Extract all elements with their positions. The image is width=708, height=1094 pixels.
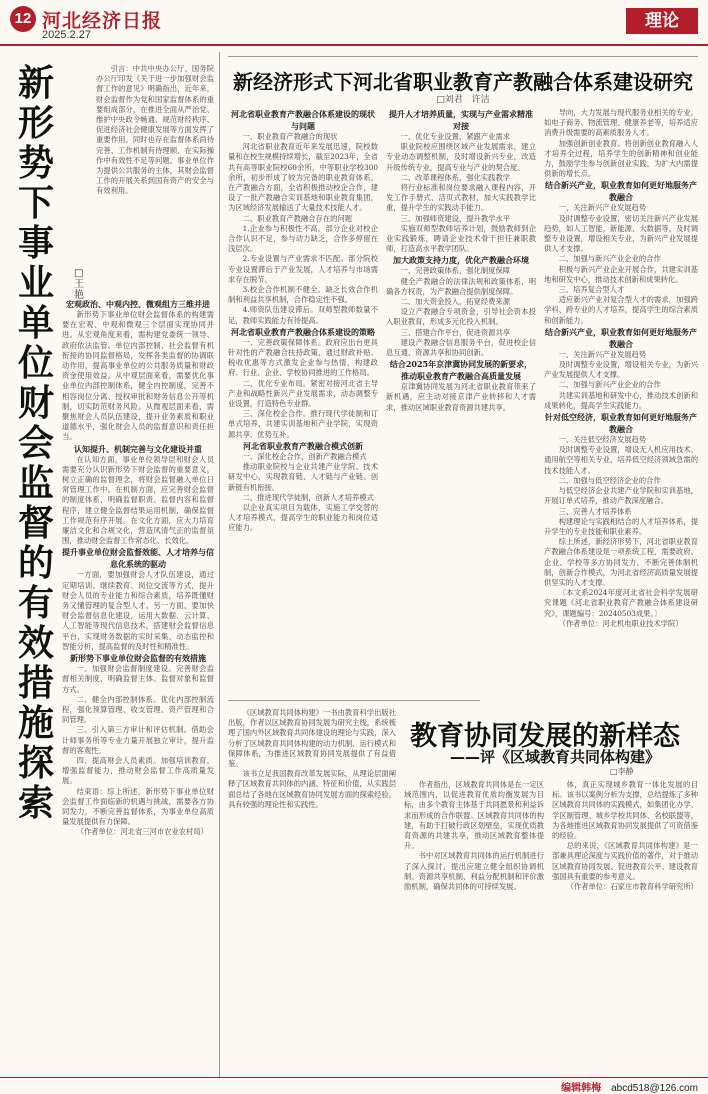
paragraph: 二、推进现代学徒制，创新人才培养模式 bbox=[242, 492, 374, 502]
bottom-article-title: 教育协同发展的新样态 bbox=[410, 721, 680, 752]
footer-credit bbox=[561, 1079, 698, 1094]
right-article-col-b bbox=[386, 108, 536, 696]
paragraph: 及时调整专业设置，增设相关专业，为新兴产业发展提供人才支撑。 bbox=[544, 360, 698, 380]
paragraph: 构建理论与实践相结合的人才培养体系，提升学生的专业技能和职业素养。 bbox=[544, 516, 698, 536]
paragraph: 4.师资队伍建设滞后。双师型教师数量不足，教师实践能力有待提高。 bbox=[228, 305, 378, 325]
right-article-col-a bbox=[228, 108, 378, 696]
rule-line bbox=[228, 700, 480, 701]
paragraph: 共建实训基地和研发中心，推动技术创新和成果转化，提高学生实践能力。 bbox=[544, 390, 698, 410]
column-divider bbox=[219, 52, 220, 1077]
right-subheading: 河北省职业教育产教融合体系建设的策略 bbox=[231, 326, 375, 337]
right-subheading: 河北省职业教育产教融合模式创新 bbox=[243, 440, 363, 451]
paragraph: 设立产教融合专项资金，引导社会资本投入职业教育，形成多元化投入机制。 bbox=[386, 307, 536, 327]
paragraph: 三、加强师资建设，提升教学水平 bbox=[400, 213, 511, 223]
paragraph: 一、关注新兴产业发展趋势 bbox=[558, 203, 647, 213]
paragraph: 总的来说，《区域教育共同体构建》是一部兼具理论深度与实践价值的著作，对于推动区域教育协同发展、促进教育公平、建设教育强国具有重要的参考意义。 bbox=[552, 841, 698, 881]
page-number: 12 bbox=[10, 6, 36, 32]
paragraph: 适应新兴产业对复合型人才的需求，加强跨学科、跨专业的人才培养，提高学生的综合素质和创新能力。 bbox=[544, 295, 698, 325]
right-subheading: 结合2025年京津冀协同发展的新要求，推动职业教育产教融合高质量发展 bbox=[389, 359, 533, 382]
paragraph: 推动职业院校与企业共建产业学院、技术研发中心，实现教育链、人才链与产业链、创新链有机衔接。 bbox=[228, 462, 378, 492]
paragraph: 一、加强财会监督制度建设。完善财会监督相关制度，明确监督主体、监督对象和监督方式。 bbox=[62, 664, 214, 694]
paragraph: 二、优化专业布局。紧密对接河北省主导产业和战略性新兴产业发展需求，动态调整专业设置，打造特色专业群。 bbox=[228, 378, 378, 409]
paragraph: 二、职业教育产教融合存在的问题 bbox=[242, 213, 353, 223]
paragraph: 二、改革课程体系，强化实践教学 bbox=[400, 172, 511, 182]
paragraph: 二、加强与新兴产业企业的合作 bbox=[558, 254, 661, 264]
paragraph: 及时调整专业设置，密切关注新兴产业发展趋势，如人工智能、新能源、大数据等，及时调整专业设置，增设相关专业，为新兴产业发展提供人才支撑。 bbox=[544, 213, 698, 254]
footer-editor: 编辑韩梅 bbox=[561, 1083, 602, 1094]
right-subheading: 结合新兴产业，职业教育如何更好地服务产教融合 bbox=[545, 180, 697, 203]
rule-line bbox=[228, 56, 698, 57]
paragraph: 与低空经济企业共建产业学院和实训基地，开展订单式培养，推动产教深度融合。 bbox=[544, 486, 698, 506]
paragraph: 加强创新创业教育。将创新创业教育融入人才培养全过程，培养学生的创新精神和创业能力，鼓励学生参与创新创业实践，为扩大内需提供新的增长点。 bbox=[544, 138, 698, 179]
right-subheading: 加大政策支持力度，优化产教融合环境 bbox=[393, 255, 529, 266]
bottom-article-author: □李静 bbox=[610, 767, 634, 776]
right-subheading: 针对低空经济，职业教育如何更好地服务产教融合 bbox=[545, 412, 697, 435]
paragraph: 一、完善政策保障体系。政府应出台更具针对性的产教融合扶持政策，通过财政补贴、税收优惠等方式激发企业参与热情，构建政府、行业、企业、学校协同推进的工作格局。 bbox=[228, 337, 378, 378]
paragraph: 二、健全内部控制体系。优化内部控制流程，强化预算管理、收支管理、资产管理和合同管理。 bbox=[62, 694, 214, 725]
masthead: 河北经济日报 bbox=[42, 10, 163, 32]
left-article-author: □王艳 bbox=[74, 268, 84, 301]
left-subheading-2: 认知提升、机制完善与文化建设并重 bbox=[74, 443, 202, 454]
bottom-article-col-1 bbox=[228, 708, 396, 1072]
paragraph: 三、搭建合作平台，促进资源共享 bbox=[400, 327, 511, 337]
paragraph: 一、关注新兴产业发展趋势 bbox=[558, 349, 647, 359]
paragraph: 体，真正实现城乡教育一体化发展的目标。该书以案例分析为支撑，总结提炼了多种区域教育共同体的实践模式，如集团化办学、学区制管理、城乡学校共同体、名校联盟等，为各地推进区域教育协同发展提供了可资借鉴的经验。 bbox=[552, 780, 698, 841]
paragraph: 建设产教融合信息服务平台，促进校企信息互通、资源共享和协同创新。 bbox=[386, 337, 536, 358]
bottom-article-col-3 bbox=[552, 780, 698, 1072]
paragraph: 新形势下事业单位财会监督体系的构建需要在宏观、中观和微观三个层面实现协同并进。从宏观角度来看，需构建党委统一领导、政府依法监管、单位内部控制、社会监督有机衔接的协同监督格局，发挥各类监督的协调联动作用，提高事业单位的公共服务质量和财政资金使用效益。从中观层面来看，需要优化事业单位内部控制体系，健全内控制度，完善不相容岗位分离、授权审批和财务信息公开等机制，切实防范财务风险。从微观层面来看，需聚焦财会人员队伍建设，提升业务素质和职业道德水平，强化财会人员的监督意识和责任担当。 bbox=[62, 310, 214, 442]
paragraph: 3.校企合作机制不健全。缺乏长效合作机制和利益共享机制，合作稳定性不强。 bbox=[228, 285, 378, 305]
paragraph: 一、职业教育产教融合的现状 bbox=[242, 132, 338, 141]
paragraph: 该书立足我国教育改革发展实际，从理论层面阐释了区域教育共同体的内涵、特征和价值，从实践层面总结了各地在区域教育协同发展方面的探索经验，具有较强的理论性和实践性。 bbox=[228, 769, 396, 809]
paragraph: 作者指出，区域教育共同体是在一定区域范围内，以促进教育优质均衡发展为目标，由多个教育主体基于共同愿景和利益诉求而形成的合作联盟。区域教育共同体的构建，有助于打破行政区划壁垒，实现优质教育资源的共建共享，推动区域教育整体提升。 bbox=[404, 780, 544, 851]
footer-email: abcd518@126.com bbox=[611, 1083, 698, 1094]
paragraph: 2.专业设置与产业需求不匹配。部分院校专业设置滞后于产业发展，人才培养与市场需求存在脱节。 bbox=[228, 254, 378, 284]
paragraph: 二、加强与低空经济企业的合作 bbox=[558, 475, 661, 485]
author-unit: （作者单位：石家庄市教育科学研究所） bbox=[566, 882, 698, 892]
paragraph: 综上所述，新经济形势下，河北省职业教育产教融合体系建设是一项系统工程，需要政府、企业、学校等多方协同发力，不断完善体制机制，创新合作模式，为河北省经济高质量发展提供坚实的人才支撑。 bbox=[544, 537, 698, 587]
paragraph: 书中对区域教育共同体的运行机制进行了深入探讨，提出应建立健全组织协调机制、资源共享机制、利益分配机制和评价激励机制，确保共同体的可持续发展。 bbox=[404, 851, 544, 892]
right-article-author: □刘君 许洁 bbox=[436, 95, 490, 105]
left-article-body bbox=[62, 298, 214, 1068]
paragraph: 四、提高财会人员素质。加强培训教育，增强监督能力，推动财会监督工作高质量发展。 bbox=[62, 755, 214, 786]
paragraph: 二、加强与新兴产业企业的合作 bbox=[558, 380, 661, 390]
paragraph: 京津冀协同发展为河北省职业教育带来了新机遇，应主动对接京津产业转移和人才需求，推动区域职业教育资源共建共享。 bbox=[386, 382, 536, 412]
paragraph: 三、深化校企合作。推行现代学徒制和订单式培养，共建实训基地和产业学院，实现资源共享、优势互补。 bbox=[228, 409, 378, 439]
paragraph: 职业院校应围绕区域产业发展需求，建立专业动态调整机制，及时增设新兴专业，改造升级传统专业，提高专业与产业的契合度。 bbox=[386, 142, 536, 172]
paragraph: 将行业标准和岗位要求融入课程内容，开发工作手册式、活页式教材，加大实践教学比重，提升学生的实践动手能力。 bbox=[386, 183, 536, 213]
paragraph: 《区域教育共同体构建》一书由教育科学出版社出版，作者以区域教育协同发展为研究主线，系统梳理了国内外区域教育共同体建设的理论与实践，深入分析了区域教育共同体构建的动力机制、运行模式和保障体系，为推进区域教育协同发展提供了有益借鉴。 bbox=[228, 708, 396, 769]
paragraph: 河北省职业教育近年来发展迅速，院校数量和在校生规模持续增长，截至2023年，全省共有高等职业院校60余所，中等职业学校300余所，初步形成了较为完备的职业教育体系。在产教融合方面，全省积极推动校企合作，建设了一批产教融合实训基地和职业教育集团，为区域经济发展输送了大量技术技能人才。 bbox=[228, 142, 378, 213]
paragraph: 一、完善政策体系，强化制度保障 bbox=[400, 266, 511, 276]
right-article-title: 新经济形式下河北省职业教育产教融合体系建设研究 bbox=[233, 70, 693, 94]
left-subheading-1: 宏观政治、中观内控、微观组方三维并进 bbox=[66, 299, 210, 309]
paragraph: 导向，大力发展与现代服务业相关的专业，如电子商务、物流管理、健康养老等，培养适应消费升级需要的高素质服务人才。 bbox=[544, 108, 698, 138]
left-subheading-3: 提升事业单位财会监督效能、人才培养与信息化系统的驱动 bbox=[62, 547, 214, 570]
paragraph: 一、优化专业设置，紧跟产业需求 bbox=[400, 132, 511, 141]
right-subheading: 河北省职业教育产教融合体系建设的现状与问题 bbox=[231, 109, 375, 131]
paragraph: 健全产教融合的法律法规和政策体系，明确各方权责，为产教融合提供制度保障。 bbox=[386, 276, 536, 296]
paragraph: 一、深化校企合作，创新产教融合模式 bbox=[242, 451, 367, 461]
section-label: 理论 bbox=[626, 8, 698, 34]
right-article-col-c bbox=[544, 108, 698, 696]
right-subheading: 结合新兴产业，职业教育如何更好地服务产教融合 bbox=[545, 326, 697, 349]
paragraph: 三、培养复合型人才 bbox=[558, 285, 625, 295]
left-subheading-4: 新形势下事业单位财会监督的有效措施 bbox=[70, 653, 206, 664]
paragraph: 二、加大资金投入，拓宽经费来源 bbox=[400, 297, 511, 307]
author-unit: （作者单位：河北机电职业技术学院） bbox=[558, 618, 683, 628]
paragraph: 实施双师型教师培养计划，鼓励教师到企业实践锻炼，聘请企业技术骨干担任兼职教师，打造高水平教学团队。 bbox=[386, 223, 536, 254]
right-subheading: 提升人才培养质量，实现与产业需求精准对接 bbox=[389, 109, 533, 131]
paragraph: 及时调整专业设置，增设无人机应用技术、通用航空等相关专业，培养低空经济领域急需的技术技能人才。 bbox=[544, 445, 698, 475]
paragraph: 1.企业参与积极性不高。部分企业对校企合作认识不足，参与动力缺乏，合作多停留在浅层次。 bbox=[228, 223, 378, 254]
paragraph: 一方面，要加强财会人才队伍建设，通过定期培训、继续教育、岗位交流等方式，提升财会人员的专业能力和综合素质，培养既懂财务又懂管理的复合型人才。另一方面，要加快财会监督信息化建设，运用大数据、云计算、人工智能等现代信息技术，搭建财会监督信息平台，实现财务数据的实时采集、动态监控和智能分析，提高监督的及时性和精准性。 bbox=[62, 570, 214, 651]
paragraph: 以企业真实项目为载体，实施工学交替的人才培养模式，提高学生的职业能力和岗位适应能力。 bbox=[228, 502, 378, 533]
author-unit: （作者单位：河北省三河市农业农村局） bbox=[76, 827, 208, 837]
paragraph: 三、引入第三方审计和评估机制。借助会计师事务所等专业力量开展独立审计，提升监督的客观性。 bbox=[62, 725, 214, 755]
paragraph: 一、关注低空经济发展趋势 bbox=[558, 435, 647, 445]
bottom-article-subtitle: ——评《区域教育共同体构建》 bbox=[449, 748, 660, 766]
paragraph: 三、完善人才培养体系 bbox=[558, 506, 632, 516]
fund-note: 〔本文系2024年度河北省社会科学发展研究课题《河北省职业教育产教融合体系建设研究》，课题编号：20240503成果。〕 bbox=[544, 588, 698, 618]
paragraph: 在认知方面，事业单位领导层和财会人员需要充分认识新形势下财会监督的重要意义，树立正确的监督理念，将财会监督融入单位日常管理工作中。在机制方面，应完善财会监督的制度体系，明确监督职责、监督内容和监督程序，建立健全监督结果运用机制，确保监督工作规范有序开展。在文化方面，应大力培育廉洁文化和合规文化，营造风清气正的监督氛围，推动财会监督工作常态化、长效化。 bbox=[62, 454, 214, 546]
left-article-headline: 新形势下事业单位财会监督的有效措施探索 bbox=[18, 63, 55, 824]
paragraph: 引言：中共中央办公厅、国务院办公厅印发《关于进一步加强财会监督工作的意见》明确指出，近年来，财会监督作为党和国家监督体系的重要组成部分，在推进全面从严治党、维护中央政令畅通、规范财经秩序、促进经济社会健康发展等方面发挥了重要作用。同时也存在监督体系尚待完善、工作机制有待理顺、在实际操作中有效性不足等问题。事业单位作为提供公共服务的主体，其财会监督工作的开展关系到国有资产的安全与有效利用。 bbox=[96, 64, 214, 196]
issue-date: 2025.2.27 bbox=[42, 29, 91, 41]
bottom-article-col-2 bbox=[404, 780, 544, 1072]
paragraph: 积极与新兴产业企业开展合作，共建实训基地和研发中心，推动技术创新和成果转化。 bbox=[544, 264, 698, 284]
left-article-intro bbox=[96, 64, 214, 294]
paragraph: 结束语：综上所述，新形势下事业单位财会监督工作面临新的机遇与挑战，需要各方协同发力，不断完善监督体系，为事业单位高质量发展提供有力保障。 bbox=[62, 786, 214, 827]
